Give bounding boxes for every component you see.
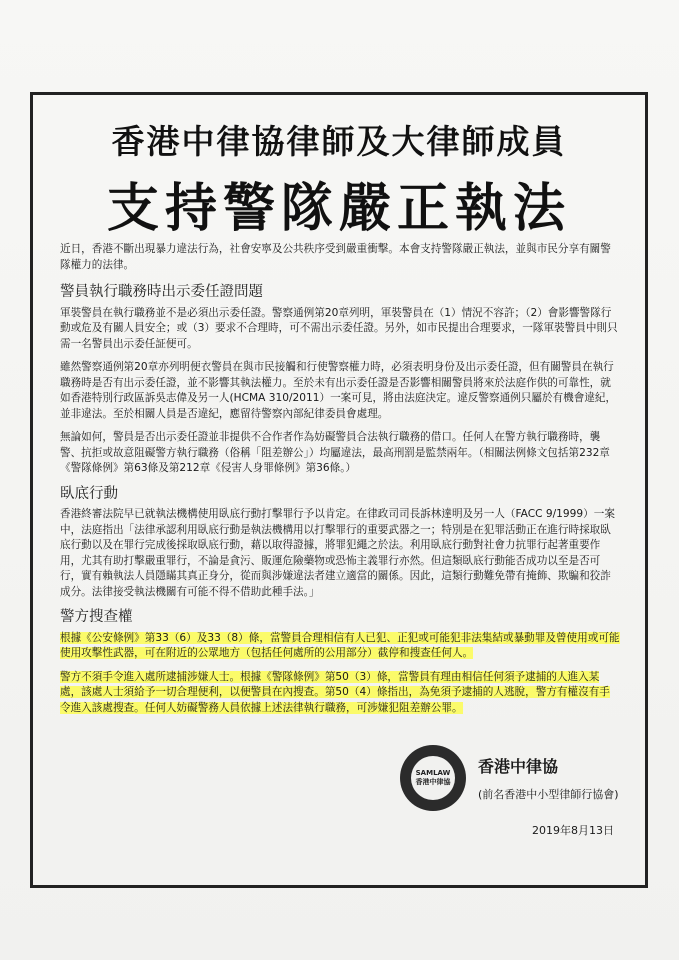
samlaw-seal-logo [400, 745, 466, 811]
intro-paragraph: 近日，香港不斷出現暴力違法行為，社會安寧及公共秩序受到嚴重衝擊。本會支持警隊嚴正執法，並與市民分享有關警隊權力的法律。 [60, 243, 611, 271]
section-1-paragraph-2: 雖然警察通例第20章亦列明便衣警員在與市民接觸和行使警察權力時，必須表明身份及出示委任證，但有關警員在執行職務時是否有出示委任證，並不影響其執法權力。至於未有出示委任證是否影響相關警員將來於法庭作供的可靠性，就如香港特別行政區訴吳志偉及另一人(HCMA 310/2011）一案可見，將由法庭決定。違反警察通例只屬於有機會違紀，並非違法。至於相關人員是否違紀，應留待警察內部紀律委員會處理。 [60, 361, 617, 420]
section-title-search-powers: 警方搜查權 [60, 609, 133, 625]
section-title-warrant-card: 警員執行職務時出示委任證問題 [60, 284, 263, 300]
seal-center [411, 756, 455, 800]
headline-line-2: 支持警隊嚴正執法 [106, 179, 571, 239]
organization-former-name: (前名香港中小型律師行協會) [478, 788, 619, 801]
section-1-paragraph-3: 無論如何，警員是否出示委任證並非提供不合作者作為妨礙警員合法執行職務的借口。任何人在警方執行職務時，襲警、抗拒或故意阻礙警方執行職務（俗稱「阻差辦公」）均屬違法，最高刑罰是監禁兩年。（相關法例條文包括第232章《警隊條例》第63條及第212章《侵害人身罪條例》第36條。） [60, 431, 610, 474]
organization-name: 香港中律協 [478, 757, 559, 776]
section-3-paragraph-1 [60, 631, 620, 662]
notice-date: 2019年8月13日 [532, 824, 614, 837]
seal-text-english: SAMLAW [415, 769, 451, 777]
seal-text-chinese: 香港中律協 [415, 778, 451, 786]
highlighted-text: 警方不須手令進入處所逮捕涉嫌人士。根據《警隊條例》第50（3）條，當警員有理由相信任何須予逮捕的人進入某處，該處人士須給予一切合理便利，以便警員在內搜查。第50（4）條指出，為免須予逮捕的人逃脫，警方有權沒有手令進入該處搜查。任何人妨礙警務人員依據上述法律執行職務，可涉嫌犯阻差辦公罪。 [60, 670, 610, 714]
highlighted-text: 根據《公安條例》第33（6）及33（8）條，當警員合理相信有人已犯、正犯或可能犯非法集結或暴動罪及曾使用或可能使用攻擊性武器，可在附近的公眾地方（包括任何處所的公用部分）截停和搜查任何人。 [60, 631, 620, 659]
section-2-paragraph-1: 香港終審法院早已就執法機構使用臥底行動打擊罪行予以肯定。在律政司司長訴林達明及另一人（FACC 9/1999）一案中，法庭指出「法律承認利用臥底行動是執法機構用以打擊罪行的重要武器之一；特別是在犯罪活動正在進行時採取臥底行動以及在罪行完成後採取臥底行動，藉以取得證據，將罪犯繩之於法。利用臥底行動對社會力抗罪行起著重要作用，尤其有助打擊嚴重罪行，不論是貪污、販運危險藥物或恐怖主義罪行亦然。但這類臥底行動能否成功以至是否可行，實有賴執法人員隱瞞其真正身分，從而與涉嫌違法者建立適當的關係。因此，這類行動難免帶有掩飾、欺騙和狡詐成分。法律接受執法機關有可能不得不借助此種手法。」 [60, 508, 615, 598]
section-3-paragraph-2 [60, 670, 620, 717]
headline-line-1: 香港中律協律師及大律師成員 [111, 122, 567, 161]
section-title-undercover: 臥底行動 [60, 485, 118, 502]
notice-body [60, 242, 620, 724]
section-1-paragraph-1: 軍裝警員在執行職務並不是必須出示委任證。警察通例第20章列明，軍裝警員在（1）情況不容許；（2）會影響警隊行動或危及有關人員安全；或（3）要求不合理時，可不需出示委任證。另外，如市民提出合理要求，一隊軍裝警員中則只需一名警員出示委任証便可。 [60, 306, 618, 350]
